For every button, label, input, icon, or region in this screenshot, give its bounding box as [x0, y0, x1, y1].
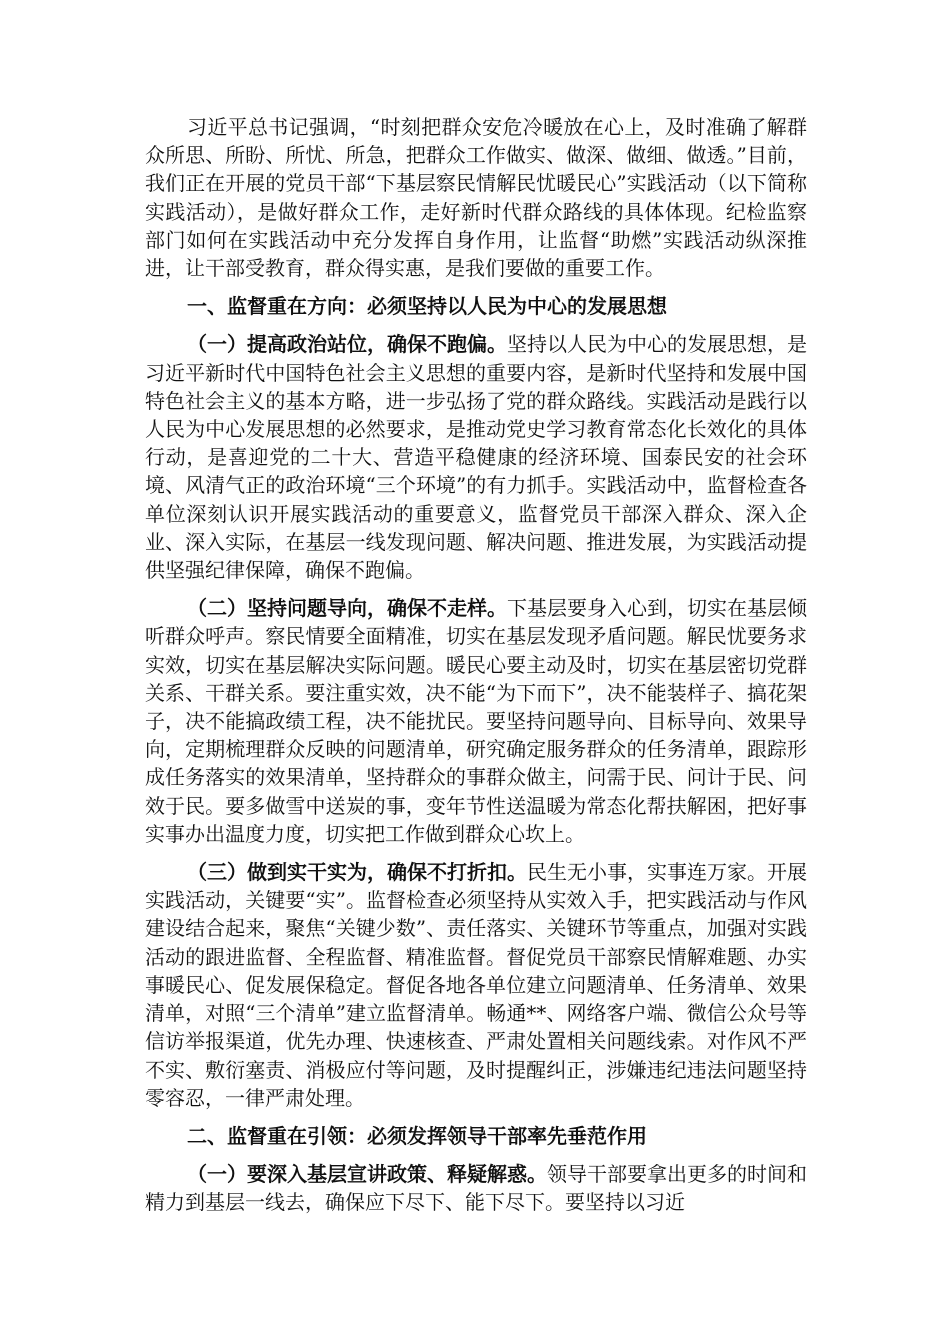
item-body: 领导干部要拿出更多的时间和精力到基层一线去，确保应下尽下、能下尽下。要坚持以习近 — [145, 1162, 807, 1215]
section-1-heading: 一、监督重在方向：必须坚持以人民为中心的发展思想 — [187, 294, 667, 319]
item-lead: （一）提高政治站位，确保不跑偏。 — [187, 332, 507, 357]
item-body: 坚持以人民为中心的发展思想，是习近平新时代中国特色社会主义思想的重要内容，是新时代坚持和发展中国特色社会主义的基本方略，进一步弘扬了党的群众路线。实践活动是践行以人民为中心发展思想的必然要求，是推动党史学习教育常态化长效化的具体行动，是喜迎党的二十大、营造平稳健康的经济环境、国泰民安的社会环境、风清气正的政治环境“三个环境”的有力抓手。实践活动中，监督检查各单位深刻认识开展实践活动的重要意义，监督党员干部深入群众、深入企业、深入实际，在基层一线发现问题、解决问题、推进发展，为实践活动提供坚强纪律保障，确保不跑偏。 — [145, 332, 807, 583]
section-1-item-1 — [145, 330, 807, 584]
section-2-heading: 二、监督重在引领：必须发挥领导干部率先垂范作用 — [187, 1123, 647, 1148]
intro-paragraph: 习近平总书记强调，“时刻把群众安危冷暖放在心上，及时准确了解群众所思、所盼、所忧、所急，把群众工作做实、做深、做细、做透。”目前，我们正在开展的党员干部“下基层察民情解民忧暖民心”实践活动（以下简称实践活动），是做好群众工作，走好新时代群众路线的具体体现。纪检监察部门如何在实践活动中充分发挥自身作用，让监督“助燃”实践活动纵深推进，让干部受教育，群众得实惠，是我们要做的重要工作。 — [145, 115, 807, 281]
item-lead: （三）做到实干实为，确保不打折扣。 — [187, 860, 527, 885]
section-1-item-3 — [145, 858, 807, 1112]
item-body: 民生无小事，实事连万家。开展实践活动，关键要“实”。监督检查必须坚持从实效入手，把实践活动与作风建设结合起来，聚焦“关键少数”、责任落实、关键环节等重点，加强对实践活动的跟进监督、全程监督、精准监督。督促党员干部察民情解难题、办实事暖民心、促发展保稳定。督促各地各单位建立问题清单、任务清单、效果清单，对照“三个清单”建立监督清单。畅通**、网络客户端、微信公众号等信访举报渠道，优先办理、快速核查、严肃处置相关问题线索。对作风不严不实、敷衍塞责、消极应付等问题，及时提醒纠正，涉嫌违纪违法问题坚持零容忍，一律严肃处理。 — [145, 860, 807, 1110]
item-lead: （一）要深入基层宣讲政策、释疑解惑。 — [187, 1162, 547, 1187]
section-1-item-2 — [145, 594, 807, 848]
item-lead: （二）坚持问题导向，确保不走样。 — [187, 596, 507, 621]
item-body: 下基层要身入心到，切实在基层倾听群众呼声。察民情要全面精准，切实在基层发现矛盾问题。解民忧要务求实效，切实在基层解决实际问题。暖民心要主动及时，切实在基层密切党群关系、干群关系。要注重实效，决不能“为下而下”，决不能装样子、搞花架子，决不能搞政绩工程，决不能扰民。要坚持问题导向、目标导向、效果导向，定期梳理群众反映的问题清单，研究确定服务群众的任务清单，跟踪形成任务落实的效果清单，坚持群众的事群众做主，问需于民、问计于民、问效于民。要多做雪中送炭的事，变年节性送温暖为常态化帮扶解困，把好事实事办出温度力度，切实把工作做到群众心坎上。 — [145, 596, 807, 846]
document-body — [145, 113, 807, 1217]
section-2-item-1 — [145, 1160, 807, 1216]
